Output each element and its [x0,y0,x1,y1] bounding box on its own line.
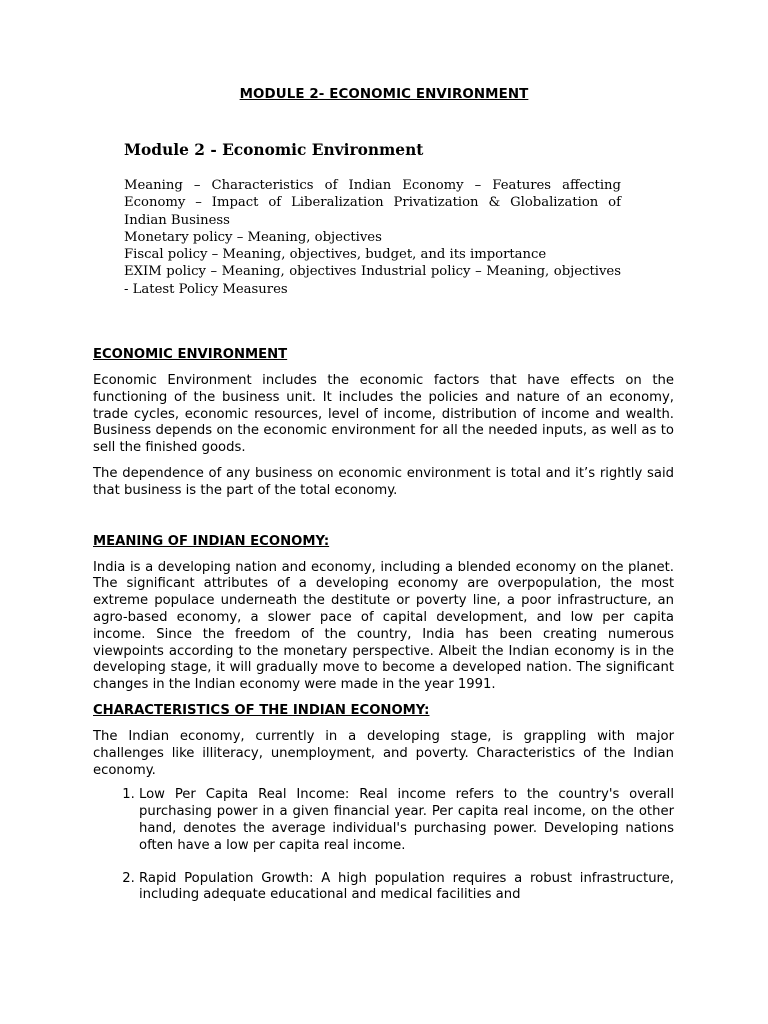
paragraph: The Indian economy, currently in a developing stage, is grappling with major challenges like illiteracy, unemployment, and poverty. Characteristics of the Indian economy. [93,728,674,778]
syllabus-block [124,140,621,298]
syllabus-line: Monetary policy – Meaning, objectives [124,229,382,245]
paragraph: Economic Environment includes the economic factors that have effects on the functioning of the business unit. It includes the policies and nature of an economy, trade cycles, economic resources, level of income, distribution of income and wealth. Business depends on the economic environment for all the needed inputs, as well as to sell the finished goods. [93,373,674,456]
paragraph: The dependence of any business on economic environment is total and it’s rightly said that business is the part of the total economy. [93,465,674,498]
list-item: 1. Low Per Capita Real Income: Real income refers to the country's overall purchasing power in a given financial year. Per capita real income, on the other hand, denotes the average individual's purchasing power. Developing nations often have a low per capita real income. [139,787,674,854]
section-heading-meaning-indian-economy: MEANING OF INDIAN ECONOMY: [93,533,330,549]
syllabus-line: Meaning – Characteristics of Indian Economy – Features affecting Economy – Impact of Liberalization Privatization & Globalization of Indian Business [124,178,621,228]
syllabus-heading: Module 2 - Economic Environment [124,141,424,159]
section-heading-economic-environment: ECONOMIC ENVIRONMENT [93,347,288,362]
syllabus-line: EXIM policy – Meaning, objectives Industrial policy – Meaning, objectives - Latest Policy Measures [124,264,621,297]
list-item: 2. Rapid Population Growth: A high population requires a robust infrastructure, including adequate educational and medical facilities and [139,871,674,905]
paragraph: India is a developing nation and economy, including a blended economy on the planet. The significant attributes of a developing economy are overpopulation, the most extreme populace underneath the destitute or poverty line, a poor infrastructure, an agro-based economy, a slower pace of capital development, and low per capita income. Since the freedom of the country, India has been creating numerous viewpoints according to the monetary perspective. Albeit the Indian economy is in the developing stage, it will gradually move to become a developed nation. The significant changes in the Indian economy were made in the year 1991. [93,559,674,693]
document-body [93,346,674,920]
characteristics-list [93,787,674,904]
section-heading-characteristics: CHARACTERISTICS OF THE INDIAN ECONOMY: [93,702,430,718]
syllabus-line: Fiscal policy – Meaning, objectives, budget, and its importance [124,247,547,263]
document-title: MODULE 2- ECONOMIC ENVIRONMENT [239,87,529,102]
